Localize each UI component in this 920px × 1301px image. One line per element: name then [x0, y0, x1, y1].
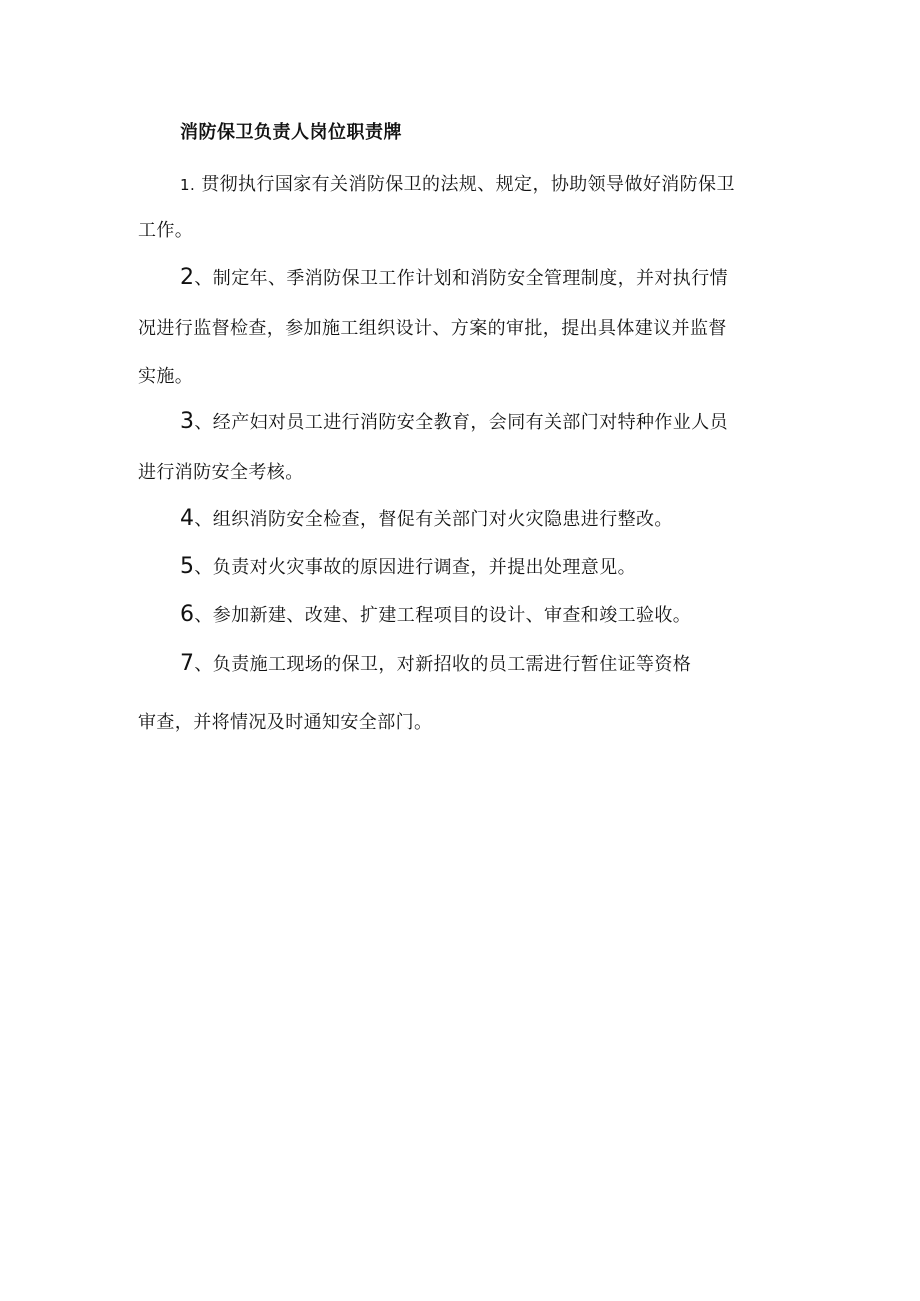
- item-7-text-1: 、负责施工现场的保卫，对新招收的员工需进行暂住证等资格: [194, 654, 692, 675]
- item-2-text-1: 、制定年、季消防保卫工作计划和消防安全管理制度，并对执行情: [194, 268, 729, 289]
- item-4-line-1: [180, 505, 673, 531]
- item-3-text-1: 、经产妇对员工进行消防安全教育，会同有关部门对特种作业人员: [194, 412, 729, 433]
- item-1-text-2: 工作。: [138, 220, 194, 241]
- item-4-text-1: 、组织消防安全检查，督促有关部门对火灾隐患进行整改。: [194, 509, 673, 530]
- item-6-number: 6: [180, 602, 195, 627]
- item-5-line-1: [180, 553, 636, 579]
- item-2-number: 2: [180, 265, 195, 290]
- item-5-number: 5: [180, 554, 195, 579]
- item-6-text-1: 、参加新建、改建、扩建工程项目的设计、审查和竣工验收。: [194, 605, 692, 626]
- item-7-line-2: [138, 708, 432, 734]
- item-3-number: 3: [180, 409, 195, 434]
- document-title: 消防保卫负责人岗位职责牌: [180, 122, 402, 143]
- item-3-line-2: [138, 458, 304, 484]
- item-2-line-3: [138, 362, 193, 388]
- item-2-text-3: 实施。: [138, 366, 194, 387]
- item-1-line-2: [138, 216, 193, 242]
- item-6-line-1: [180, 601, 691, 627]
- item-3-text-2: 进行消防安全考核。: [138, 462, 304, 483]
- item-7-line-1: [180, 650, 691, 676]
- item-2-line-1: [180, 264, 728, 290]
- item-1-text-1: 贯彻执行国家有关消防保卫的法规、规定，协助领导做好消防保卫: [201, 174, 735, 195]
- item-2-line-2: [138, 314, 727, 340]
- item-1-number: 1.: [180, 176, 196, 194]
- item-4-number: 4: [180, 506, 195, 531]
- item-1-line-1: [180, 170, 735, 196]
- item-3-line-1: [180, 408, 728, 434]
- item-7-text-2: 审查，并将情况及时通知安全部门。: [138, 712, 433, 733]
- item-2-text-2: 况进行监督检查，参加施工组织设计、方案的审批，提出具体建议并监督: [138, 318, 727, 339]
- item-7-number: 7: [180, 651, 195, 676]
- item-5-text-1: 、负责对火灾事故的原因进行调查，并提出处理意见。: [194, 557, 637, 578]
